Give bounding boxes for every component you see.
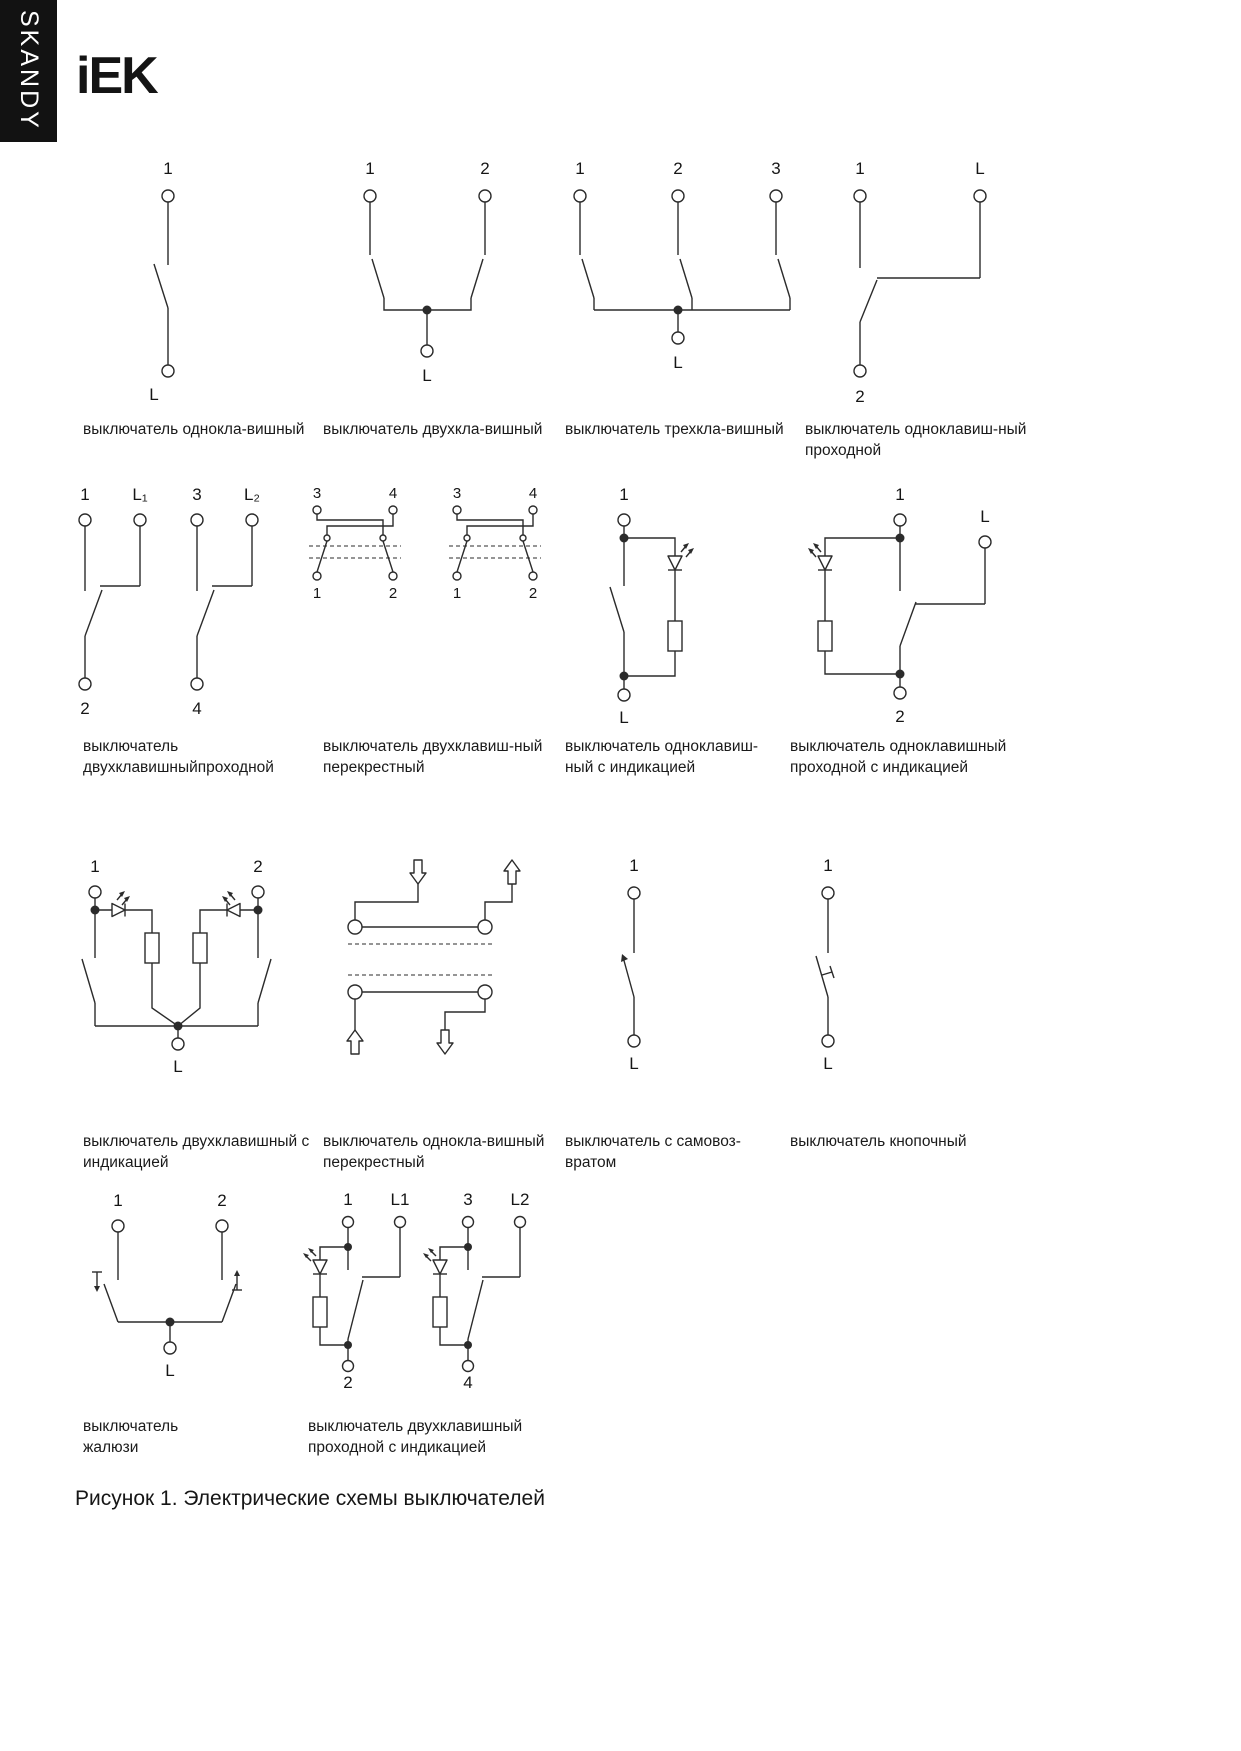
wires	[364, 190, 491, 357]
wires	[618, 514, 675, 556]
terminal-label: 4	[388, 486, 398, 502]
terminal-label: 1	[629, 856, 639, 875]
terminal-label: 4	[192, 699, 202, 718]
terminal-label: L	[619, 708, 629, 727]
terminal-label: L2	[510, 1192, 530, 1209]
diagram-label: выключатель одноклавиш- ный с индикацией	[565, 738, 759, 776]
wires	[309, 506, 401, 580]
terminal-label: L	[422, 366, 432, 385]
diagram-two-gang-crossover	[305, 486, 565, 621]
iek-logo: iEK	[76, 47, 157, 105]
wires	[449, 506, 541, 580]
terminal-label: 2	[388, 585, 398, 602]
diagram-label: выключатель одноклавишный проходной с индикацией	[790, 738, 1007, 776]
terminal-label: L₂	[243, 486, 261, 504]
diagram-label: выключатель двухклавишный проходной с индикацией	[308, 1418, 523, 1456]
terminal-label: L	[149, 385, 159, 404]
diagram-blinds-switch	[82, 1192, 272, 1427]
figure-caption: Рисунок 1. Электрические схемы выключателей	[75, 1487, 545, 1510]
one-gang-switch-schematic	[110, 160, 230, 410]
diagram-label: выключатель однокла-вишный	[83, 421, 305, 438]
terminal-label: 1	[343, 1192, 353, 1209]
diagram-label: выключатель трехкла-вишный	[565, 421, 784, 438]
wires	[154, 190, 174, 377]
terminal-label: 3	[452, 486, 462, 502]
terminal-label: 3	[312, 486, 322, 502]
terminal-label: 1	[575, 160, 585, 178]
diagram-one-gang-switch	[110, 160, 230, 415]
terminal-label: 2	[217, 1192, 227, 1210]
terminal-label: 2	[80, 699, 90, 718]
diagram-push-button-switch	[780, 855, 880, 1090]
terminal-label: 2	[528, 585, 538, 602]
self-return-switch-schematic	[585, 855, 685, 1085]
terminal-label: 2	[343, 1373, 353, 1392]
wires	[825, 514, 906, 556]
terminal-label: 4	[528, 486, 538, 502]
terminal-label: 3	[771, 160, 781, 178]
terminal-label: 1	[163, 160, 173, 178]
one-gang-passthrough-schematic	[795, 160, 1005, 420]
two-gang-indicator-schematic	[72, 858, 287, 1098]
blinds-switch-schematic	[82, 1192, 272, 1422]
diagram-label: выключатель двухклавишныйпроходной	[83, 738, 274, 776]
wires	[574, 190, 790, 344]
diagram-self-return-switch	[585, 855, 685, 1090]
led-indicator	[112, 891, 130, 917]
diagram-label: выключатель кнопочный	[790, 1133, 967, 1150]
diagram-one-gang-crossover	[330, 852, 550, 1072]
led-indicator	[668, 543, 694, 570]
diagram-one-gang-passthrough	[795, 160, 1005, 425]
terminal-label: L₁	[132, 486, 148, 504]
terminal-label: 1	[113, 1192, 123, 1210]
diagram-two-gang-indicator	[72, 858, 287, 1103]
terminal-label: 3	[192, 486, 202, 504]
terminal-label: 2	[855, 387, 865, 406]
terminal-label: 1	[90, 858, 100, 876]
diagram-label: выключатель двухклавишный с индикацией	[83, 1133, 310, 1171]
diagram-label: выключатель однокла-вишный перекрестный	[323, 1133, 545, 1171]
one-gang-indicator-schematic	[560, 486, 710, 736]
terminal-label: L	[629, 1054, 639, 1073]
terminal-label: 1	[80, 486, 90, 504]
terminal-label: L	[975, 160, 985, 178]
terminal-label: 3	[463, 1192, 473, 1209]
terminal-label: L1	[390, 1192, 410, 1209]
wires	[854, 190, 986, 377]
two-gang-switch-schematic	[330, 160, 520, 410]
terminal-label: 1	[855, 160, 865, 178]
push-button-switch-schematic	[780, 855, 880, 1085]
diagram-label: выключатель двухклавиш-ный перекрестный	[323, 738, 543, 776]
terminal-label: 1	[312, 585, 322, 602]
wires	[82, 910, 271, 1050]
led-indicator	[222, 891, 240, 917]
brand-vertical-text: SKANDY	[15, 10, 43, 131]
led-indicator	[303, 1248, 327, 1274]
led-indicator	[808, 543, 832, 570]
diagram-two-gang-passthrough-indicator	[300, 1192, 540, 1407]
one-gang-passthrough-indicator-schematic	[788, 486, 998, 736]
two-gang-passthrough-indicator-schematic	[300, 1192, 540, 1402]
three-gang-switch-schematic	[558, 160, 803, 395]
terminal-label: L	[980, 507, 990, 526]
led-indicator	[423, 1248, 447, 1274]
wires	[79, 514, 258, 690]
terminal-label: 1	[452, 585, 462, 602]
terminal-label: 2	[895, 707, 905, 726]
diagram-one-gang-indicator	[560, 486, 710, 741]
wires	[433, 1228, 520, 1372]
terminal-label: 2	[253, 858, 263, 876]
wires	[348, 884, 512, 1030]
terminal-label: 2	[480, 160, 490, 178]
wires	[440, 1217, 526, 1261]
terminal-label: 1	[895, 486, 905, 504]
one-gang-crossover-schematic	[330, 852, 550, 1067]
terminal-label: L	[823, 1054, 833, 1073]
terminal-label: 4	[463, 1373, 473, 1392]
terminal-label: 1	[365, 160, 375, 178]
direction-arrows	[347, 860, 520, 1054]
diagram-three-gang-switch	[558, 160, 803, 400]
brand-sidebar	[0, 0, 57, 142]
terminal-label: L	[173, 1057, 183, 1076]
terminal-label: 1	[619, 486, 629, 504]
wires	[92, 1220, 242, 1354]
wires	[621, 887, 640, 1047]
wires	[313, 1228, 400, 1372]
diagram-one-gang-passthrough-indicator	[788, 486, 998, 741]
diagram-label: выключатель жалюзи	[83, 1418, 179, 1456]
diagram-label: выключатель двухкла-вишный	[323, 421, 543, 438]
two-gang-passthrough-schematic	[62, 486, 292, 736]
wires	[816, 887, 834, 1047]
wires	[818, 536, 991, 699]
terminal-label: L	[673, 353, 683, 372]
terminal-label: L	[165, 1361, 175, 1380]
wires	[320, 1217, 406, 1261]
diagram-two-gang-switch	[330, 160, 520, 415]
terminal-label: 1	[823, 856, 833, 875]
terminal-label: 2	[673, 160, 683, 178]
diagram-label: выключатель одноклавиш-ный проходной	[805, 421, 1027, 459]
diagram-label: выключатель с самовоз- вратом	[565, 1133, 741, 1171]
diagram-two-gang-passthrough	[62, 486, 292, 741]
two-gang-crossover-schematic	[305, 486, 565, 616]
